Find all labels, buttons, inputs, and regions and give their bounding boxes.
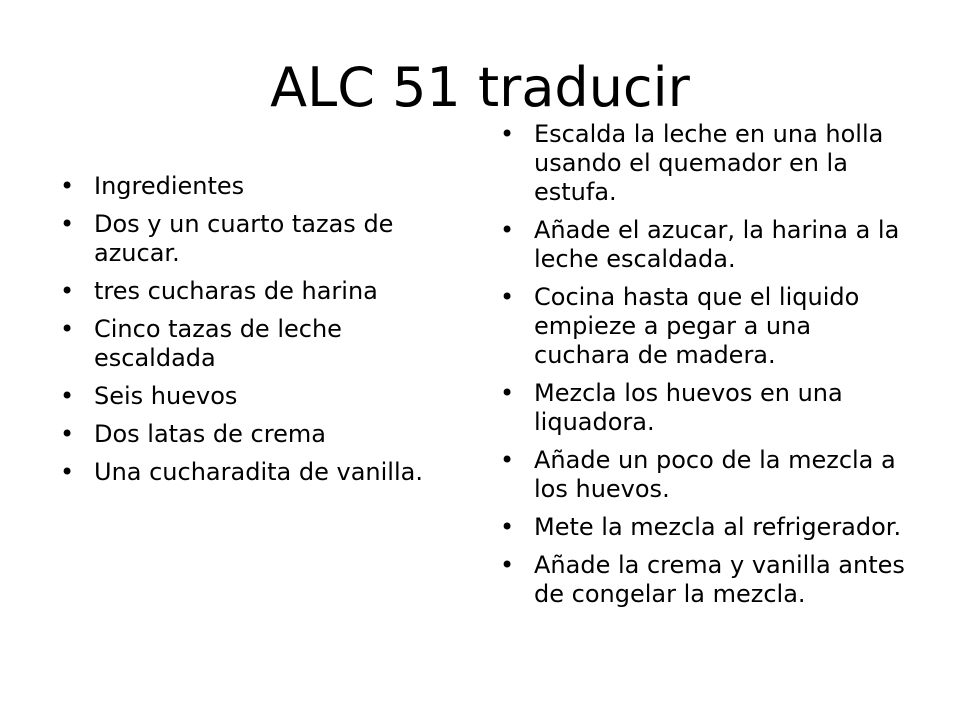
list-item-text: tres cucharas de harina: [94, 277, 378, 305]
list-item-text: Una cucharadita de vanilla.: [94, 458, 423, 486]
slide-title: ALC 51 traducir: [270, 56, 690, 119]
list-item-text: Añade la crema y vanilla antes de congelar la mezcla.: [534, 551, 905, 608]
bullet-icon: •: [500, 379, 515, 407]
bullet-icon: •: [500, 120, 515, 148]
bullet-icon: •: [500, 216, 515, 244]
bullet-icon: •: [60, 458, 75, 486]
list-item-text: Ingredientes: [94, 172, 245, 200]
ingredients-list: [60, 172, 430, 496]
list-item: [500, 551, 910, 609]
list-item-text: Cinco tazas de leche escaldada: [94, 315, 342, 372]
list-item: [500, 379, 910, 437]
list-item: [60, 172, 430, 201]
list-item: [500, 446, 910, 504]
bullet-icon: •: [500, 446, 515, 474]
list-item-text: Mete la mezcla al refrigerador.: [534, 513, 902, 541]
list-item: [500, 283, 910, 370]
list-item: [60, 420, 430, 449]
instructions-list: [500, 120, 910, 618]
list-item: [500, 513, 910, 542]
bullet-icon: •: [500, 513, 515, 541]
list-item: [500, 120, 910, 207]
bullet-icon: •: [500, 283, 515, 311]
list-item-text: Escalda la leche en una holla usando el quemador en la estufa.: [534, 120, 884, 206]
list-item: [500, 216, 910, 274]
list-item-text: Mezcla los huevos en una liquadora.: [534, 379, 843, 436]
bullet-icon: •: [60, 382, 75, 410]
list-item-text: Dos latas de crema: [94, 420, 326, 448]
list-item: [60, 210, 430, 268]
list-item: [60, 315, 430, 373]
bullet-icon: •: [60, 172, 75, 200]
bullet-icon: •: [500, 551, 515, 579]
list-item: [60, 277, 430, 306]
list-item-text: Dos y un cuarto tazas de azucar.: [94, 210, 394, 267]
list-item-text: Cocina hasta que el liquido empieze a pegar a una cuchara de madera.: [534, 283, 860, 369]
list-item-text: Añade el azucar, la harina a la leche escaldada.: [534, 216, 900, 273]
list-item: [60, 382, 430, 411]
list-item-text: Seis huevos: [94, 382, 238, 410]
bullet-icon: •: [60, 420, 75, 448]
bullet-icon: •: [60, 277, 75, 305]
bullet-icon: •: [60, 210, 75, 238]
list-item: [60, 458, 430, 487]
bullet-icon: •: [60, 315, 75, 343]
list-item-text: Añade un poco de la mezcla a los huevos.: [534, 446, 896, 503]
